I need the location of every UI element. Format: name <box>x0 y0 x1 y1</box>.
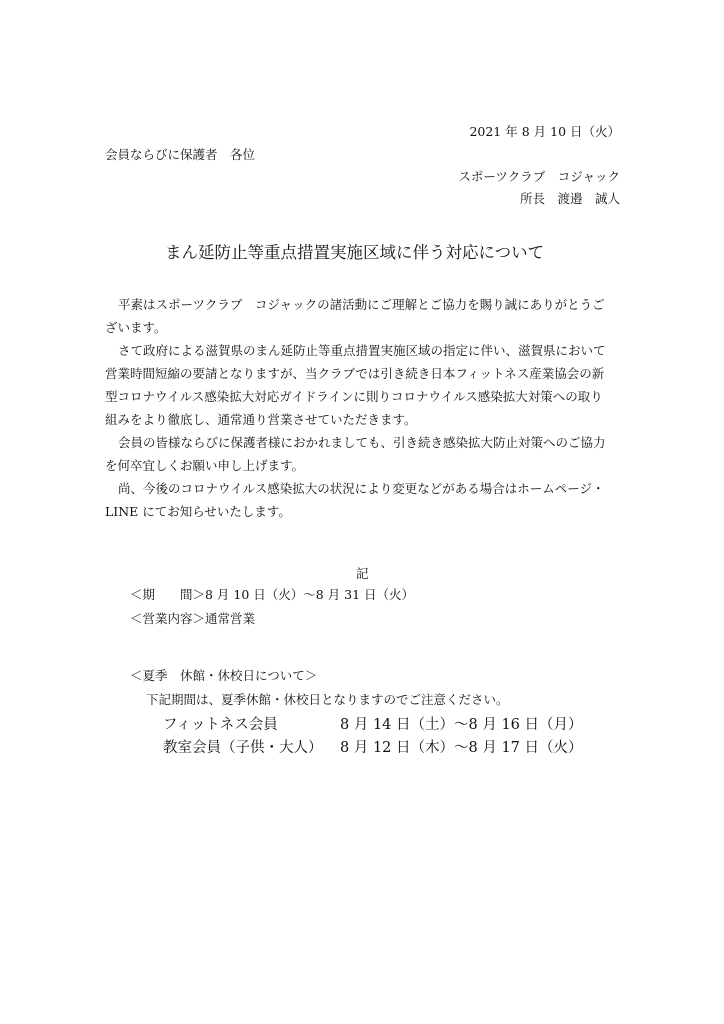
closure-row-dates: 8 月 14 日（土）～8 月 16 日（月） <box>340 717 583 733</box>
body-line: 型コロナウイルス感染拡大対応ガイドラインに則りコロナウイルス感染拡大対策への取り <box>105 389 603 404</box>
body-line: LINE にてお知らせいたします。 <box>105 504 291 519</box>
closure-row-label: フィットネス会員 <box>163 717 278 733</box>
body-line: さて政府による滋賀県のまん延防止等重点措置実施区域の指定に伴い、滋賀県において <box>118 343 606 358</box>
body-line: 組みをより徹底し、通常通り営業させていただきます。 <box>105 412 417 427</box>
sender-organization: スポーツクラブ コジャック <box>458 169 620 184</box>
body-line: 尚、今後のコロナウイルス感染拡大の状況により変更などがある場合はホームページ・ <box>118 481 605 496</box>
summer-closure-heading: ＜夏季 休館・休校日について＞ <box>130 668 318 683</box>
summer-closure-intro: 下記期間は、夏季休館・休校日となりますのでご注意ください。 <box>146 692 509 707</box>
closure-row-dates: 8 月 12 日（木）～8 月 17 日（火） <box>340 740 583 756</box>
document-date: 2021 年 8 月 10 日（火） <box>469 124 620 139</box>
period-line: ＜期 間＞8 月 10 日（火）～8 月 31 日（火） <box>130 587 415 602</box>
ki-heading: 記 <box>356 566 369 581</box>
body-line: 平素はスポーツクラブ コジャックの諸活動にご理解とご協力を賜り誠にありがとうご <box>118 297 605 312</box>
body-line: を何卒宜しくお願い申し上げます。 <box>105 458 305 473</box>
body-line: ざいます。 <box>105 320 167 335</box>
business-content-line: ＜営業内容＞通常営業 <box>130 611 256 626</box>
document-title: まん延防止等重点措置実施区域に伴う対応について <box>165 243 545 262</box>
body-line: 会員の皆様ならびに保護者様におかれましても、引き続き感染拡大防止対策へのご協力 <box>118 435 606 450</box>
body-line: 営業時間短縮の要請となりますが、当クラブでは引き続き日本フィットネス産業協会の新 <box>105 366 605 381</box>
sender-person: 所長 渡邉 誠人 <box>519 191 620 206</box>
closure-row-label: 教室会員（子供・大人） <box>163 740 323 756</box>
recipient-line: 会員ならびに保護者 各位 <box>105 147 256 162</box>
